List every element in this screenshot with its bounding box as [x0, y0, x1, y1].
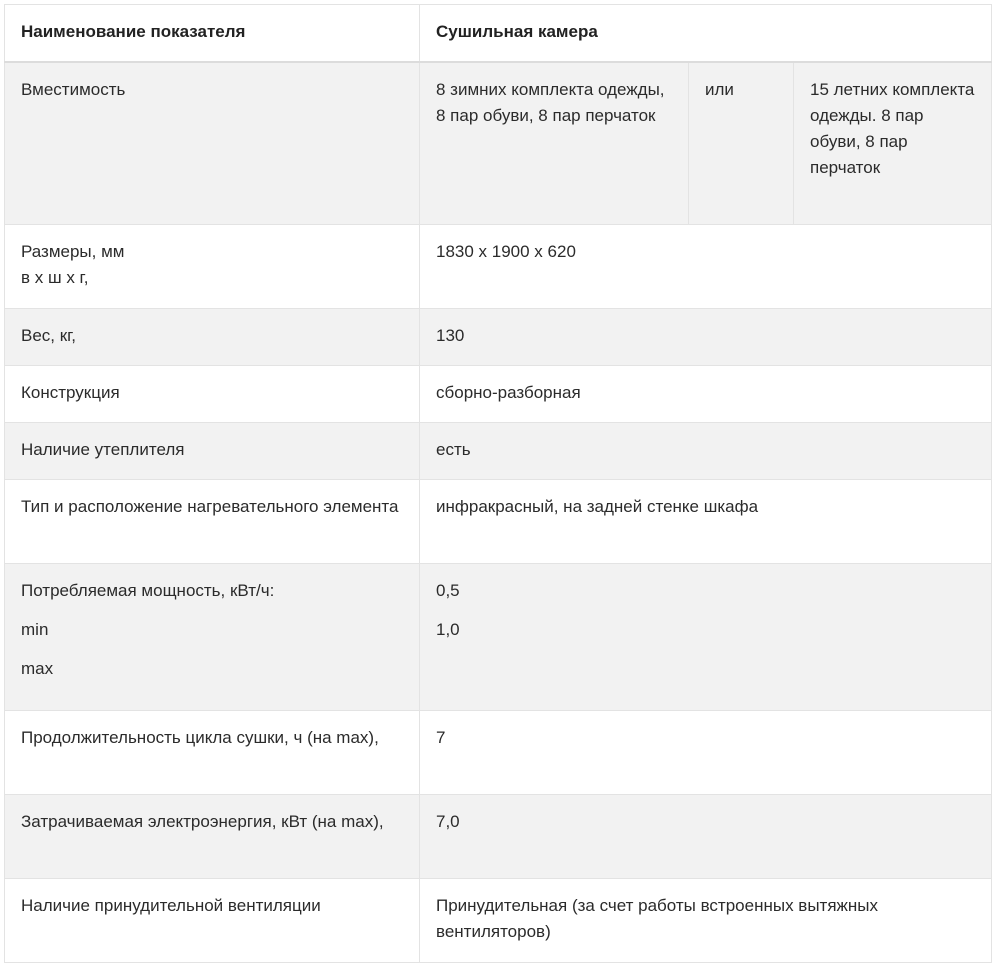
capacity-or: или — [689, 62, 794, 224]
weight-label: Вес, кг, — [5, 308, 420, 365]
dimensions-label-line1: Размеры, мм — [21, 241, 125, 261]
capacity-winter: 8 зимних комплекта одежды, 8 пар обуви, 8 пар перчаток — [420, 62, 689, 224]
dimensions-label — [5, 224, 420, 308]
row-heater — [5, 479, 992, 563]
header-parameter: Наименование показателя — [5, 5, 420, 63]
row-dimensions — [5, 224, 992, 308]
weight-value: 130 — [420, 308, 992, 365]
row-construction — [5, 365, 992, 422]
capacity-label: Вместимость — [5, 62, 420, 224]
row-cycle — [5, 710, 992, 794]
dimensions-label-line2: в х ш х г, — [21, 267, 89, 287]
cycle-label: Продолжительность цикла сушки, ч (на max), — [5, 710, 420, 794]
power-max-label: max — [21, 658, 54, 678]
spec-table — [4, 4, 992, 963]
row-capacity — [5, 62, 992, 224]
heater-label: Тип и расположение нагревательного элемента — [5, 479, 420, 563]
row-energy — [5, 794, 992, 878]
insulation-value: есть — [420, 422, 992, 479]
power-min-label: min — [21, 619, 49, 639]
heater-value: инфракрасный, на задней стенке шкафа — [420, 479, 992, 563]
construction-value: сборно-разборная — [420, 365, 992, 422]
power-max-value: 1,0 — [436, 619, 460, 639]
row-weight — [5, 308, 992, 365]
power-value-cell — [420, 563, 992, 710]
power-label-cell — [5, 563, 420, 710]
energy-value: 7,0 — [420, 794, 992, 878]
row-insulation — [5, 422, 992, 479]
cycle-value: 7 — [420, 710, 992, 794]
header-row — [5, 5, 992, 63]
insulation-label: Наличие утеплителя — [5, 422, 420, 479]
construction-label: Конструкция — [5, 365, 420, 422]
capacity-summer: 15 летних комплекта одежды. 8 пар обуви, 8 пар перчаток — [794, 62, 992, 224]
energy-label: Затрачиваемая электроэнергия, кВт (на max), — [5, 794, 420, 878]
header-product: Сушильная камера — [420, 5, 992, 63]
row-power — [5, 563, 992, 710]
power-min-value: 0,5 — [436, 580, 460, 600]
ventilation-value: Принудительная (за счет работы встроенных вытяжных вентиляторов) — [420, 878, 992, 962]
dimensions-value: 1830 х 1900 х 620 — [420, 224, 992, 308]
power-label: Потребляемая мощность, кВт/ч: — [21, 580, 275, 600]
ventilation-label: Наличие принудительной вентиляции — [5, 878, 420, 962]
row-ventilation — [5, 878, 992, 962]
